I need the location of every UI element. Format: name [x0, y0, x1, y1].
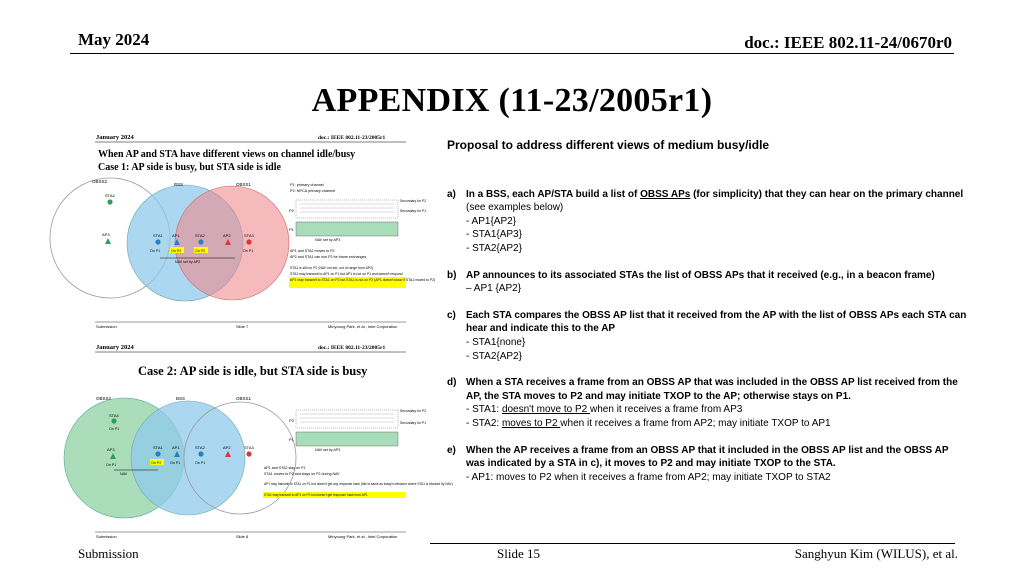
slide2-doc-id: doc.: IEEE 802.11-23/2005r1: [318, 345, 386, 351]
label-ap1: AP1: [172, 233, 180, 238]
label-bss: BSS: [174, 182, 184, 187]
label-sta1: STA1: [153, 233, 163, 238]
item-d-sub2-post: when it receives a frame from AP2; may initiate TXOP to AP1: [560, 417, 831, 429]
slide1-note-3: STA1 is still on P2 (NAV not set, out of range from AP2): [290, 266, 374, 270]
label2-ap2: AP2: [223, 445, 231, 450]
slide1-footer-left: Submission: [96, 324, 117, 329]
page-title: APPENDIX (11-23/2005r1): [311, 82, 713, 119]
proposal-item-e: [447, 444, 967, 485]
label2-obss2: OBSS2: [96, 396, 112, 401]
label2-ap3: AP3: [107, 447, 115, 452]
proposal-item-c: [447, 309, 967, 363]
item-d-sub1-post: when it receives a frame from AP3: [590, 404, 743, 416]
item-b-head: AP announces to its associated STAs the list of OBSS APs that it received (e.g., in a beacon frame): [466, 269, 935, 281]
item-c-sub-2: - STA2{AP2}: [466, 350, 522, 362]
slide2-date: January 2024: [96, 344, 134, 351]
ap3-node: [105, 238, 111, 244]
item-b-sub-1: – AP1 {AP2}: [466, 283, 522, 295]
item-d-label: d): [447, 377, 457, 389]
item-a-sub-1: - AP1{AP2}: [466, 215, 517, 227]
header-doc-id: doc.: IEEE 802.11-24/0670r0: [744, 33, 952, 52]
footer-divider: [430, 543, 955, 544]
channel2-p2: P2: [289, 418, 294, 423]
ap1-on-p1: On P1: [170, 461, 181, 465]
item-b-label: b): [447, 269, 457, 281]
label-sta4: STA4: [105, 193, 115, 198]
nav-label-ap2: NAV set by AP2: [175, 260, 201, 264]
slide1-note-2: AP2 and STA1 can use P2 for frame exchanges: [290, 255, 367, 259]
slide2-title: Case 2: AP side is idle, but STA side is busy: [138, 364, 368, 378]
obss1-circle: [175, 186, 289, 300]
slide2-note-1: AP1 and STA2 stay on P1: [264, 466, 306, 470]
sta1-on-p2: On P2: [151, 461, 162, 465]
sta1-node-2: [155, 451, 160, 456]
sta3-node: [246, 239, 251, 244]
item-a-head-tail: (see examples below): [466, 202, 564, 214]
item-d-sub-2: [466, 417, 967, 431]
ap3-on-p1: On P1: [106, 463, 117, 467]
slide1-title-line1: When AP and STA have different views on channel idle/busy: [98, 149, 356, 160]
slide1-note-5: AP1 may transmit to STA1 on P2 but STA1 is not on P2 (AP1 doesn't know if STA1 moved to P2): [290, 278, 436, 282]
nav-label-ap3: NAV set by AP3: [315, 238, 341, 242]
label-ap2: AP2: [223, 233, 231, 238]
channel2-p1: P1: [289, 437, 294, 442]
sta1-on-p1: On P1: [150, 249, 161, 253]
embedded-slide-case1: [50, 128, 436, 330]
sta4-node-2: [111, 418, 116, 423]
nav2-label-ap3: NAV set by AP3: [315, 448, 341, 452]
slide1-note-4: STA1 may transmit to AP1 on P1 but AP1 is not on P1 and doesn't respond: [290, 272, 403, 276]
item-d-sub2-underline: moves to P2: [501, 417, 561, 429]
proposal-item-b: [447, 269, 967, 296]
sta4-on-p1: On P1: [109, 427, 120, 431]
slide2-note-4: STA1 may transmit to AP1 on P2 but doesn't get response back from AP1: [264, 493, 368, 497]
item-c-head: Each STA compares the OBSS AP list that it received from the AP with the list of OBSS APs each STA can hear and indicate this to the AP: [466, 309, 967, 335]
slide1-footer-right: Minyoung Park, et al., Intel Corporation: [328, 324, 398, 329]
secondary2-for-p2: Secondary for P2: [400, 409, 427, 413]
item-a-sub-3: - STA2{AP2}: [466, 242, 522, 254]
proposal-section: [447, 139, 967, 497]
label-obss2: OBSS2: [92, 179, 108, 184]
slide1-doc-id: doc.: IEEE 802.11-23/2005r1: [318, 135, 386, 141]
footer-submission: Submission: [78, 546, 139, 561]
nav-label: NAV: [120, 472, 128, 476]
slide1-date: January 2024: [96, 134, 134, 141]
slide2-footer-right: Minyoung Park, et al., Intel Corporation: [328, 534, 398, 539]
slide2-footer-left: Submission: [96, 534, 117, 539]
label2-sta4: STA4: [109, 413, 119, 418]
secondary-for-p2: Secondary for P2: [400, 199, 427, 203]
label2-sta1: STA1: [153, 445, 163, 450]
channel-p2: P2: [289, 208, 294, 213]
label2-bss: BSS: [176, 396, 186, 401]
label2-sta2: STA2: [195, 445, 205, 450]
label-ap3: AP3: [102, 232, 110, 237]
label-sta2: STA2: [195, 233, 205, 238]
secondary-for-p1: Secondary for P1: [400, 209, 427, 213]
item-d-sub-1: [466, 403, 967, 417]
item-a-head-after: (for simplicity) that they can hear on the primary channel: [690, 188, 964, 200]
item-c-sub-1: - STA1{none}: [466, 336, 526, 348]
slide1-footer-center: Slide 7: [236, 324, 249, 329]
item-d-sub2-pre: - STA2:: [466, 417, 502, 429]
sta2-on-p2: On P2: [195, 249, 206, 253]
embedded-slide-case2: [50, 338, 453, 540]
item-c-label: c): [447, 309, 456, 321]
label-obss1: OBSS1: [236, 182, 252, 187]
proposal-item-a: [447, 188, 967, 256]
footer-slide-number: Slide 15: [497, 546, 540, 561]
slide2-note-2: STA1 moves to P2 and stays on P2 during NAV: [264, 472, 340, 476]
item-e-head: When the AP receives a frame from an OBSS AP that it included in the OBSS AP list and the OBSS AP was indicated by a STA in c), it moves to P2 and may initiate TXOP to the STA.: [466, 444, 949, 470]
legend-p1: P1: primary channel: [290, 183, 324, 187]
slide1-note-1: AP1 and STA2 moves to P2: [290, 249, 335, 253]
item-d-head: When a STA receives a frame from an OBSS AP that was included in the OBSS AP list received from the AP, the STA moves to P2 and may initiate TXOP to the AP; otherwise stays on P1.: [466, 377, 958, 402]
item-e-label: e): [447, 444, 456, 456]
item-d-sub1-pre: - STA1:: [466, 404, 502, 416]
sta3-on-p1: On P1: [243, 249, 254, 253]
header-date: May 2024: [78, 30, 150, 49]
item-a-head-underline: OBSS APs: [640, 188, 691, 200]
sta2-node-2: [198, 451, 203, 456]
label-sta3: STA3: [244, 233, 254, 238]
ap1-on-p2: On P2: [171, 249, 182, 253]
legend-p2: P2: NPCA primary channel: [290, 189, 336, 193]
slide2-footer-center: Slide 8: [236, 534, 249, 539]
label2-obss1: OBSS1: [236, 396, 252, 401]
channel-p1: P1: [289, 227, 294, 232]
slide2-note-3: AP1 may transmit to STA1 on P1 but doesn't get any response back (this is same as today's behavior where STA1 is blocked by NAV): [264, 482, 453, 486]
bss-circle-2: [131, 401, 245, 515]
header-divider: [70, 53, 954, 54]
sta3-node-2: [246, 451, 251, 456]
proposal-title: Proposal to address different views of medium busy/idle: [447, 138, 770, 152]
item-d-sub1-underline: doesn't move to P2: [501, 404, 591, 416]
secondary2-for-p1: Secondary for P1: [400, 421, 427, 425]
sta2-node: [198, 239, 203, 244]
label2-ap1: AP1: [172, 445, 180, 450]
proposal-item-d: [447, 376, 967, 430]
item-a-sub-2: - STA1{AP3}: [466, 229, 522, 241]
sta4-node: [107, 199, 112, 204]
footer-author: Sanghyun Kim (WILUS), et al.: [794, 546, 958, 561]
item-a-label: a): [447, 188, 456, 200]
label2-sta3: STA3: [244, 445, 254, 450]
slide1-title-line2: Case 1: AP side is busy, but STA side is idle: [98, 162, 281, 173]
sta1-node: [155, 239, 160, 244]
sta2-on-p1: On P1: [195, 461, 206, 465]
item-a-head-before: In a BSS, each AP/STA build a list of: [466, 188, 641, 200]
item-e-sub-1: - AP1: moves to P2 when it receives a frame from AP2; may initiate TXOP to STA2: [466, 471, 831, 483]
